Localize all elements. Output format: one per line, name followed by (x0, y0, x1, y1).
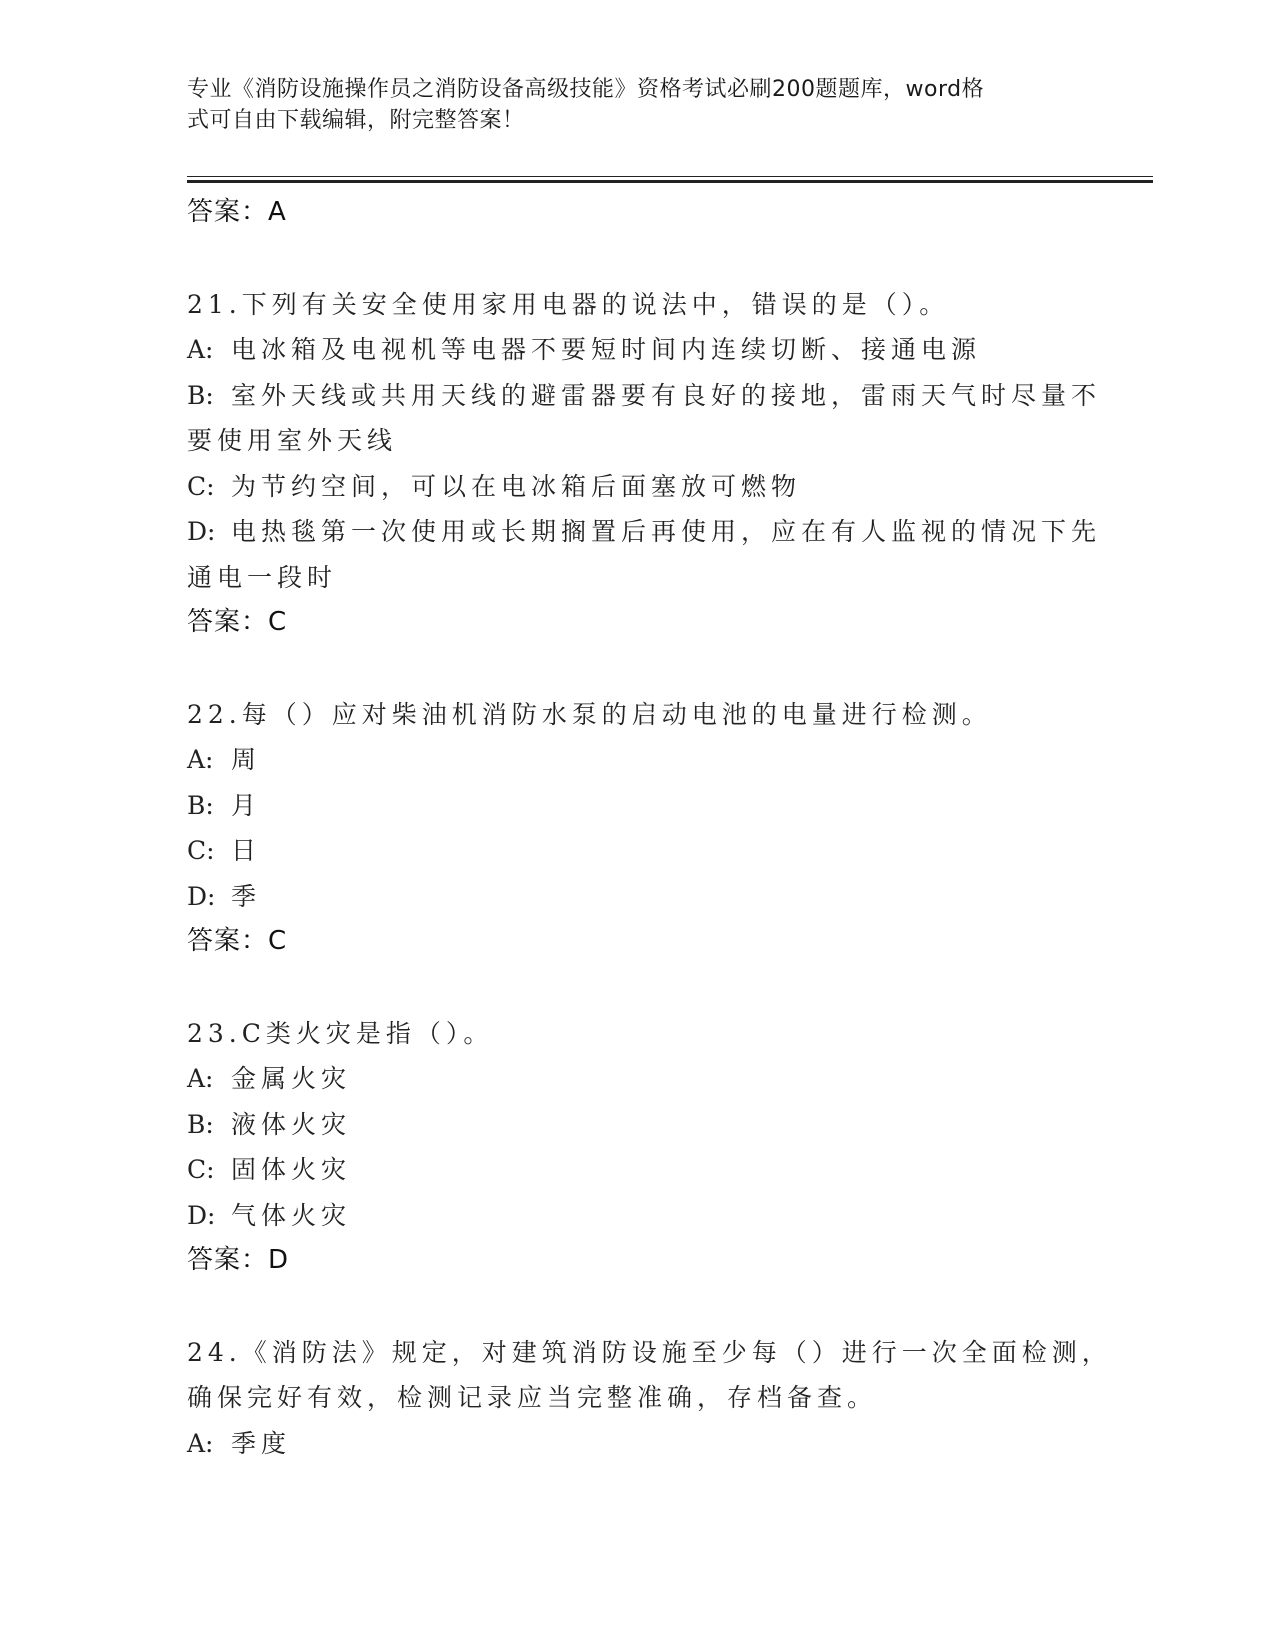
option-label: B: (187, 1109, 214, 1139)
option-text: 固体火灾 (231, 1155, 352, 1184)
option-d (187, 874, 1087, 920)
answer: 答案：C (187, 607, 288, 637)
option-label: D: (187, 1200, 216, 1230)
spacer (187, 965, 1087, 1011)
option-label: C: (187, 1155, 215, 1184)
option-label: A: (187, 335, 214, 364)
question-stem-continued: 确保完好有效，检测记录应当完整准确，存档备查。 (187, 1383, 878, 1412)
option-label: D: (187, 517, 216, 546)
answer: 答案：D (187, 1245, 290, 1275)
question-stem: 21.下列有关安全使用家用电器的说法中，错误的是（）。 (187, 289, 950, 319)
option-d-continued: 通电一段时 (187, 562, 338, 592)
question-stem: 23.C类火灾是指（）。 (187, 1018, 494, 1048)
answer: 答案：C (187, 926, 288, 956)
option-text: 季 (231, 881, 262, 911)
option-b (187, 373, 1102, 419)
question-stem: 22.每（）应对柴油机消防水泵的启动电池的电量进行检测。 (187, 699, 992, 729)
header-line-2: 式可自由下载编辑，附完整答案！ (187, 108, 525, 133)
question-stem: 24.《消防法》规定，对建筑消防设施至少每（）进行一次全面检测， (187, 1337, 1112, 1367)
document-header (187, 74, 1067, 136)
option-c (187, 1147, 1087, 1193)
option-text: 电热毯第一次使用或长期搁置后再使用，应在有人监视的情况下先 (231, 517, 1102, 546)
option-a (187, 1056, 1087, 1102)
option-b-continued: 要使用室外天线 (187, 426, 398, 455)
option-label: A: (187, 745, 214, 774)
option-b (187, 783, 1087, 829)
option-label: C: (187, 471, 215, 501)
option-text: 电冰箱及电视机等电器不要短时间内连续切断、接通电源 (231, 335, 982, 364)
question-21 (187, 282, 1102, 646)
question-22 (187, 692, 1087, 965)
previous-answer: 答案：A (187, 197, 287, 227)
spacer (187, 1284, 1087, 1330)
option-label: B: (187, 380, 214, 410)
option-label: D: (187, 881, 216, 911)
option-label: C: (187, 836, 215, 865)
spacer (187, 236, 1087, 282)
option-a (187, 1421, 1087, 1467)
option-text: 季度 (231, 1428, 292, 1458)
header-divider-thin (187, 176, 1153, 177)
option-text: 液体火灾 (231, 1109, 352, 1139)
option-text: 气体火灾 (231, 1200, 352, 1230)
option-text: 日 (231, 836, 262, 865)
option-d (187, 509, 1102, 555)
spacer (187, 646, 1087, 692)
option-d (187, 1193, 1087, 1239)
option-a (187, 737, 1087, 783)
option-text: 月 (231, 790, 262, 820)
question-23 (187, 1011, 1087, 1284)
option-text: 周 (231, 745, 262, 774)
option-label: A: (187, 1064, 214, 1093)
option-label: A: (187, 1428, 214, 1458)
option-label: B: (187, 790, 214, 820)
option-c (187, 464, 1087, 510)
option-text: 为节约空间，可以在电冰箱后面塞放可燃物 (231, 471, 802, 501)
option-text: 金属火灾 (231, 1064, 352, 1093)
question-24 (187, 1330, 1112, 1467)
header-divider-thick (187, 180, 1153, 183)
header-line-1: 专业《消防设施操作员之消防设备高级技能》资格考试必刷200题题库，word格 (187, 77, 985, 102)
question-list (187, 190, 1112, 1466)
option-b (187, 1102, 1087, 1148)
option-a (187, 327, 1087, 373)
option-c (187, 828, 1087, 874)
option-text: 室外天线或共用天线的避雷器要有良好的接地，雷雨天气时尽量不 (231, 380, 1102, 410)
